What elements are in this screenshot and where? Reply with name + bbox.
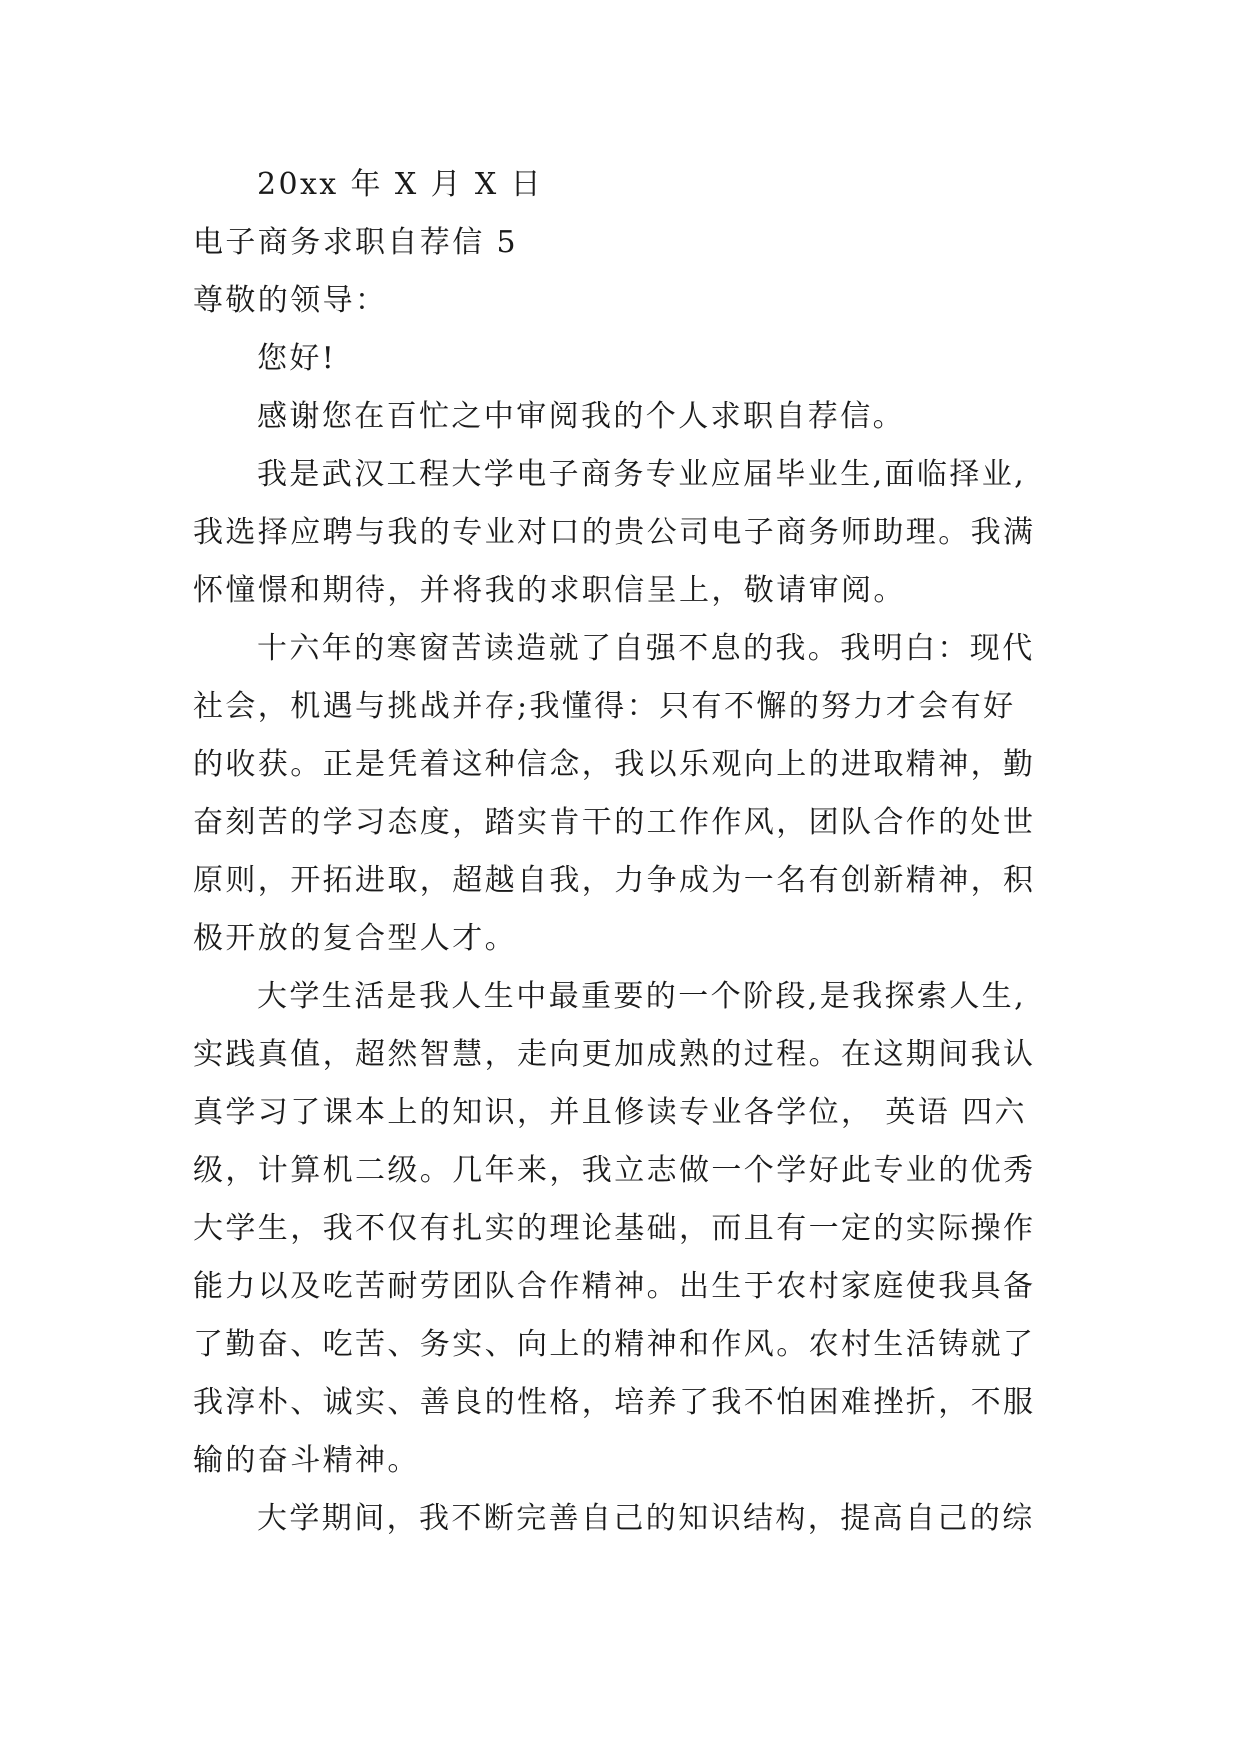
text-line: 原则，开拓进取，超越自我，力争成为一名有创新精神，积 bbox=[193, 863, 1036, 898]
text-line: 感谢您在百忙之中审阅我的个人求职自荐信。 bbox=[257, 399, 905, 434]
text-line: 大学期间，我不断完善自己的知识结构，提高自己的综 bbox=[257, 1501, 1035, 1536]
greeting: 您好! bbox=[257, 341, 337, 376]
text-line: 社会，机遇与挑战并存;我懂得：只有不懈的努力才会有好 bbox=[193, 689, 1016, 724]
letter-title: 电子商务求职自荐信 5 bbox=[193, 225, 519, 260]
paragraph-thanks bbox=[193, 388, 1053, 446]
paragraph-studies bbox=[193, 1490, 1053, 1548]
text-line: 大学生，我不仅有扎实的理论基础，而且有一定的实际操作 bbox=[193, 1211, 1036, 1246]
text-line: 实践真值，超然智慧，走向更加成熟的过程。在这期间我认 bbox=[193, 1037, 1036, 1072]
paragraph-values bbox=[193, 620, 1053, 968]
paragraph-university-life bbox=[193, 968, 1053, 1490]
text-line: 的收获。正是凭着这种信念，我以乐观向上的进取精神，勤 bbox=[193, 747, 1036, 782]
text-line: 极开放的复合型人才。 bbox=[193, 921, 517, 956]
text-line: 十六年的寒窗苦读造就了自强不息的我。我明白：现代 bbox=[257, 631, 1035, 666]
date-line: 20xx 年 X 月 X 日 bbox=[257, 167, 544, 202]
text-line: 我是武汉工程大学电子商务专业应届毕业生,面临择业, bbox=[257, 457, 1027, 492]
text-line: 了勤奋、吃苦、务实、向上的精神和作风。农村生活铸就了 bbox=[193, 1327, 1036, 1362]
text-line: 大学生活是我人生中最重要的一个阶段,是我探索人生, bbox=[257, 979, 1027, 1014]
text-line: 怀憧憬和期待，并将我的求职信呈上，敬请审阅。 bbox=[193, 573, 906, 608]
text-line: 我选择应聘与我的专业对口的贵公司电子商务师助理。我满 bbox=[193, 515, 1036, 550]
text-line: 能力以及吃苦耐劳团队合作精神。出生于农村家庭使我具备 bbox=[193, 1269, 1036, 1304]
text-line: 我淳朴、诚实、善良的性格，培养了我不怕困难挫折，不服 bbox=[193, 1385, 1036, 1420]
text-line: 输的奋斗精神。 bbox=[193, 1443, 420, 1478]
text-line: 级，计算机二级。几年来，我立志做一个学好此专业的优秀 bbox=[193, 1153, 1036, 1188]
text-line: 奋刻苦的学习态度，踏实肯干的工作作风，团队合作的处世 bbox=[193, 805, 1036, 840]
letter-body bbox=[193, 156, 1053, 1548]
salutation: 尊敬的领导： bbox=[193, 283, 388, 318]
text-line: 真学习了课本上的知识，并且修读专业各学位， 英语 四六 bbox=[193, 1095, 1027, 1130]
paragraph-introduction bbox=[193, 446, 1053, 620]
